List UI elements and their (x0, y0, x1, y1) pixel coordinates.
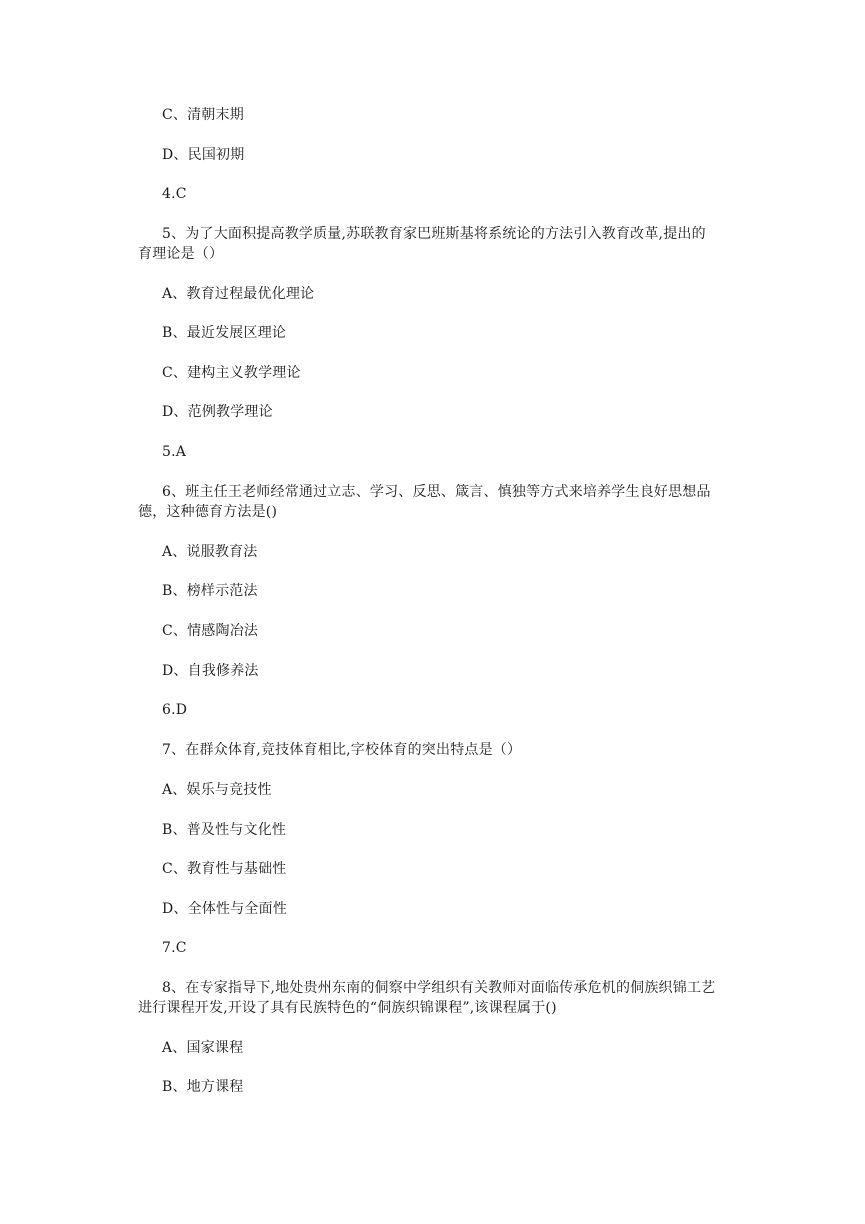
option-d-q4: D、民国初期 (162, 147, 245, 163)
option-a-q8: A、国家课程 (162, 1040, 244, 1056)
option-b-q5: B、最近发展区理论 (162, 325, 287, 341)
question-6: 6、班主任王老师经常通过立志、学习、反思、箴言、慎独等方式来培养学生良好思想品德，这种德育方法是() (138, 484, 711, 520)
option-c-q7: C、教育性与基础性 (162, 861, 287, 877)
answer-q7: 7.C (162, 940, 187, 956)
question-7: 7、在群众体育,竞技体育相比,字校体育的突出特点是（） (162, 742, 522, 758)
answer-q4: 4.C (162, 186, 187, 202)
answer-q6: 6.D (162, 702, 188, 718)
option-d-q6: D、自我修养法 (162, 663, 259, 679)
option-c-q5: C、建构主义教学理论 (162, 365, 301, 381)
option-c-q6: C、情感陶冶法 (162, 623, 259, 639)
option-a-q6: A、说服教育法 (162, 544, 258, 560)
option-c-q4: C、清朝末期 (162, 107, 244, 123)
option-d-q5: D、范例教学理论 (162, 404, 273, 420)
option-a-q7: A、娱乐与竞技性 (162, 782, 272, 798)
option-b-q7: B、普及性与文化性 (162, 822, 287, 838)
option-b-q6: B、榜样示范法 (162, 583, 258, 599)
option-a-q5: A、教育过程最优化理论 (162, 286, 315, 302)
question-8: 8、在专家指导下,地处贵州东南的侗察中学组织有关教师对面临传承危机的侗族织锦工艺进行课程开发,开设了具有民族特色的“侗族织锦课程”,该课程属于() (138, 980, 716, 1016)
question-5: 5、为了大面积提高教学质量,苏联教育家巴班斯基将系统论的方法引入教育改革,提出的育理论是（） (138, 226, 706, 262)
answer-q5: 5.A (162, 444, 187, 460)
option-d-q7: D、全体性与全面性 (162, 901, 288, 917)
option-b-q8: B、地方课程 (162, 1079, 244, 1095)
